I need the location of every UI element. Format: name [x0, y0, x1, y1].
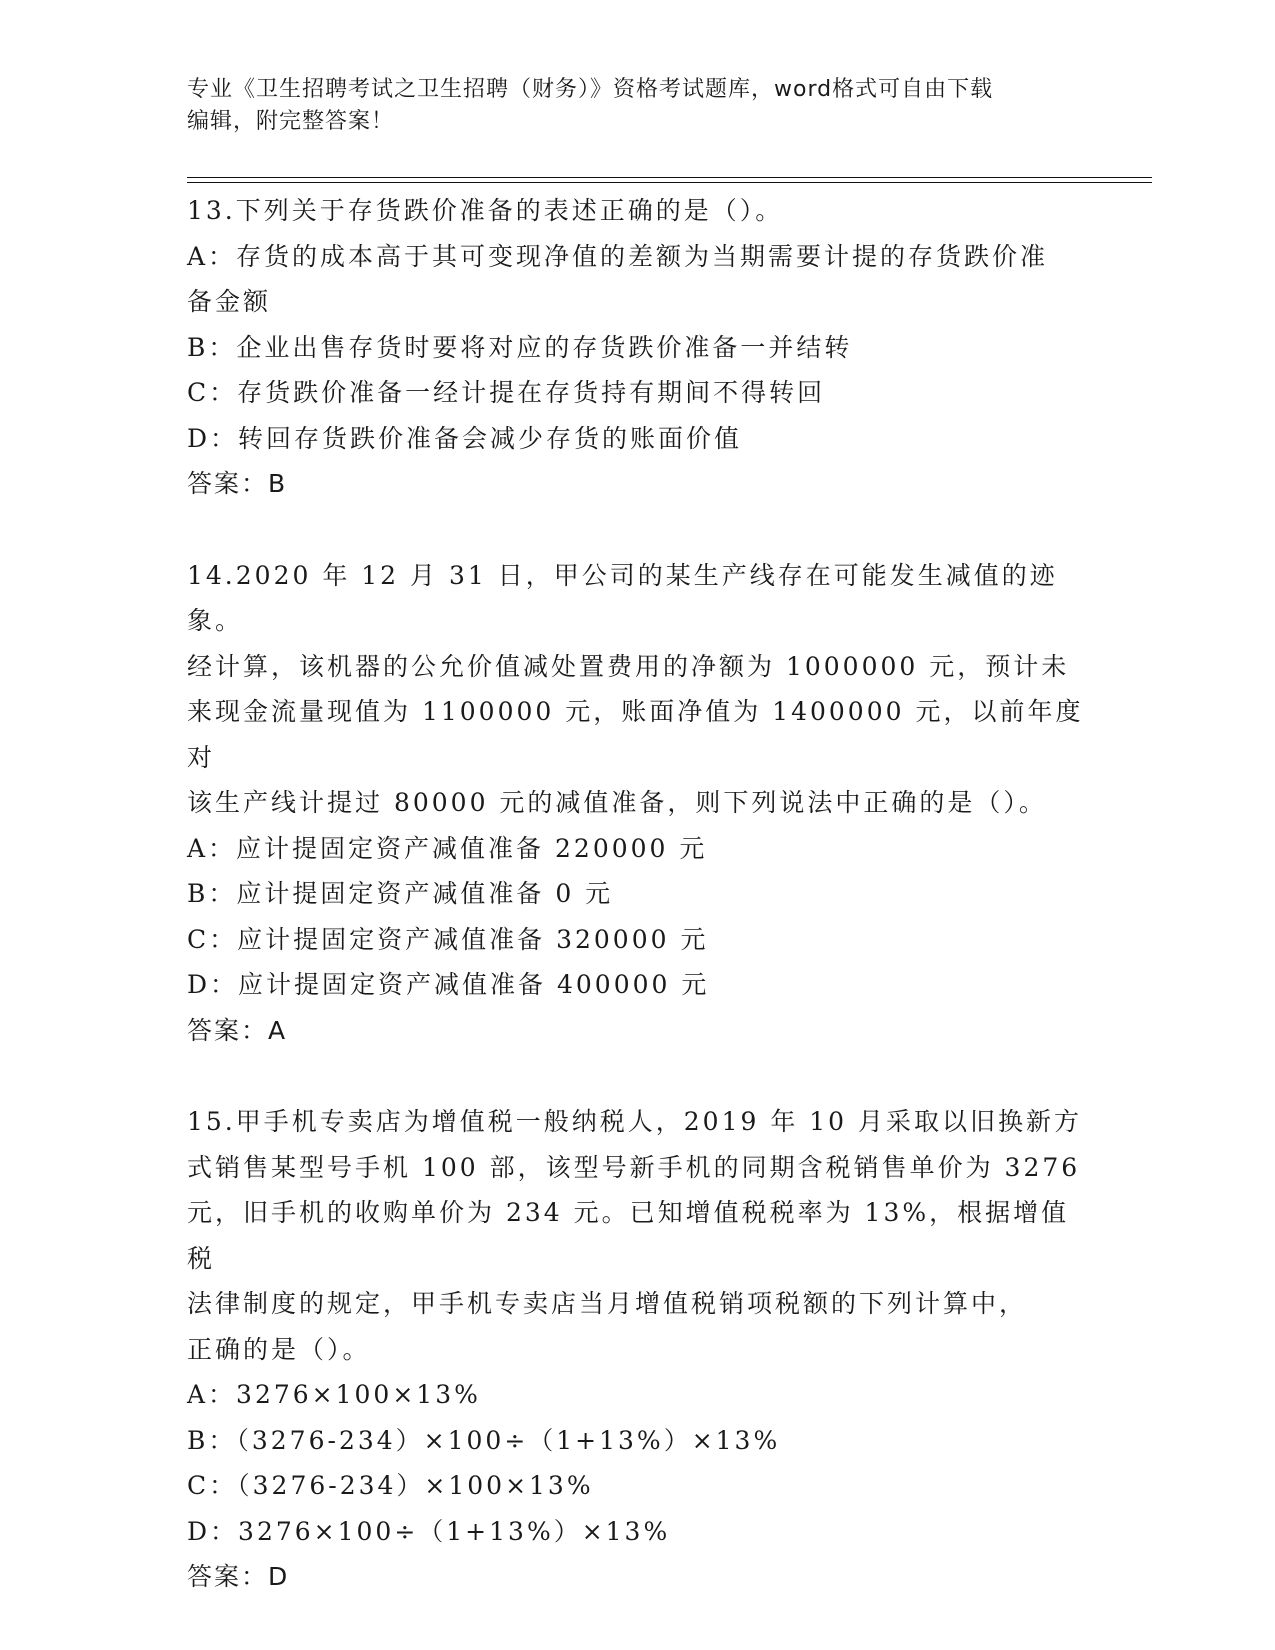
- option-a: [187, 1372, 1087, 1418]
- option-line: A：应计提固定资产减值准备 220000 元: [187, 833, 708, 863]
- question-14: [187, 553, 1087, 1054]
- question-stem: [187, 188, 1087, 234]
- option-line: A：3276×100×13%: [187, 1380, 481, 1409]
- option-b: [187, 871, 1087, 917]
- stem-line: 来现金流量现值为 1100000 元，账面净值为 1400000 元，以前年度对: [187, 697, 1084, 772]
- option-line: D：转回存货跌价准备会减少存货的账面价值: [187, 423, 743, 453]
- answer-label: 答案：A: [187, 1015, 288, 1045]
- stem-line: 正确的是（）。: [187, 1334, 371, 1364]
- question-15: [187, 1099, 1087, 1600]
- stem-line: 该生产线计提过 80000 元的减值准备，则下列说法中正确的是（）。: [187, 788, 1047, 817]
- header-line-1: 专业《卫生招聘考试之卫生招聘（财务）》资格考试题库，word格式可自由下载: [187, 77, 994, 102]
- option-line: D：应计提固定资产减值准备 400000 元: [187, 970, 710, 999]
- option-line: D：3276×100÷（1+13%）×13%: [187, 1516, 671, 1546]
- answer-label: 答案：B: [187, 469, 288, 498]
- header-divider-bottom: [187, 182, 1152, 183]
- question-stem: [187, 1099, 1087, 1372]
- stem-line: 式销售某型号手机 100 部，该型号新手机的同期含税销售单价为 3276: [187, 1152, 1081, 1182]
- header-line-2: 编辑，附完整答案！: [187, 109, 395, 134]
- option-line: B：企业出售存货时要将对应的存货跌价准备一并结转: [187, 332, 853, 362]
- option-a: [187, 234, 1087, 325]
- option-d: [187, 1509, 1087, 1555]
- option-d: [187, 416, 1087, 462]
- option-a: [187, 826, 1087, 872]
- option-line: C：应计提固定资产减值准备 320000 元: [187, 924, 709, 954]
- option-line: 备金额: [187, 287, 272, 316]
- stem-line: 法律制度的规定，甲手机专卖店当月增值税销项税额的下列计算中，: [187, 1289, 1028, 1318]
- option-c: [187, 917, 1087, 963]
- stem-line: 14.2020 年 12 月 31 日，甲公司的某生产线存在可能发生减值的迹象。: [187, 560, 1058, 635]
- document-header: [187, 74, 1087, 138]
- option-line: C：（3276-234）×100×13%: [187, 1471, 594, 1500]
- stem-line: 15.甲手机专卖店为增值税一般纳税人，2019 年 10 月采取以旧换新方: [187, 1107, 1083, 1136]
- stem-line: 元，旧手机的收购单价为 234 元。已知增值税税率为 13%，根据增值税: [187, 1198, 1070, 1273]
- header-divider-top: [187, 177, 1152, 178]
- option-d: [187, 962, 1087, 1008]
- option-line: C：存货跌价准备一经计提在存货持有期间不得转回: [187, 378, 826, 407]
- question-13: [187, 188, 1087, 507]
- option-line: B：应计提固定资产减值准备 0 元: [187, 879, 614, 908]
- option-c: [187, 1463, 1087, 1509]
- question-stem: [187, 553, 1087, 826]
- option-c: [187, 370, 1087, 416]
- option-line: B：（3276-234）×100÷（1+13%）×13%: [187, 1425, 781, 1455]
- option-line: A：存货的成本高于其可变现净值的差额为当期需要计提的存货跌价准: [187, 241, 1049, 271]
- stem-line: 经计算，该机器的公允价值减处置费用的净额为 1000000 元，预计未: [187, 651, 1070, 681]
- answer-label: 答案：D: [187, 1562, 290, 1591]
- option-b: [187, 325, 1087, 371]
- stem-line: 13.下列关于存货跌价准备的表述正确的是（）。: [187, 196, 784, 225]
- option-b: [187, 1418, 1087, 1464]
- question-list: [187, 188, 1087, 1646]
